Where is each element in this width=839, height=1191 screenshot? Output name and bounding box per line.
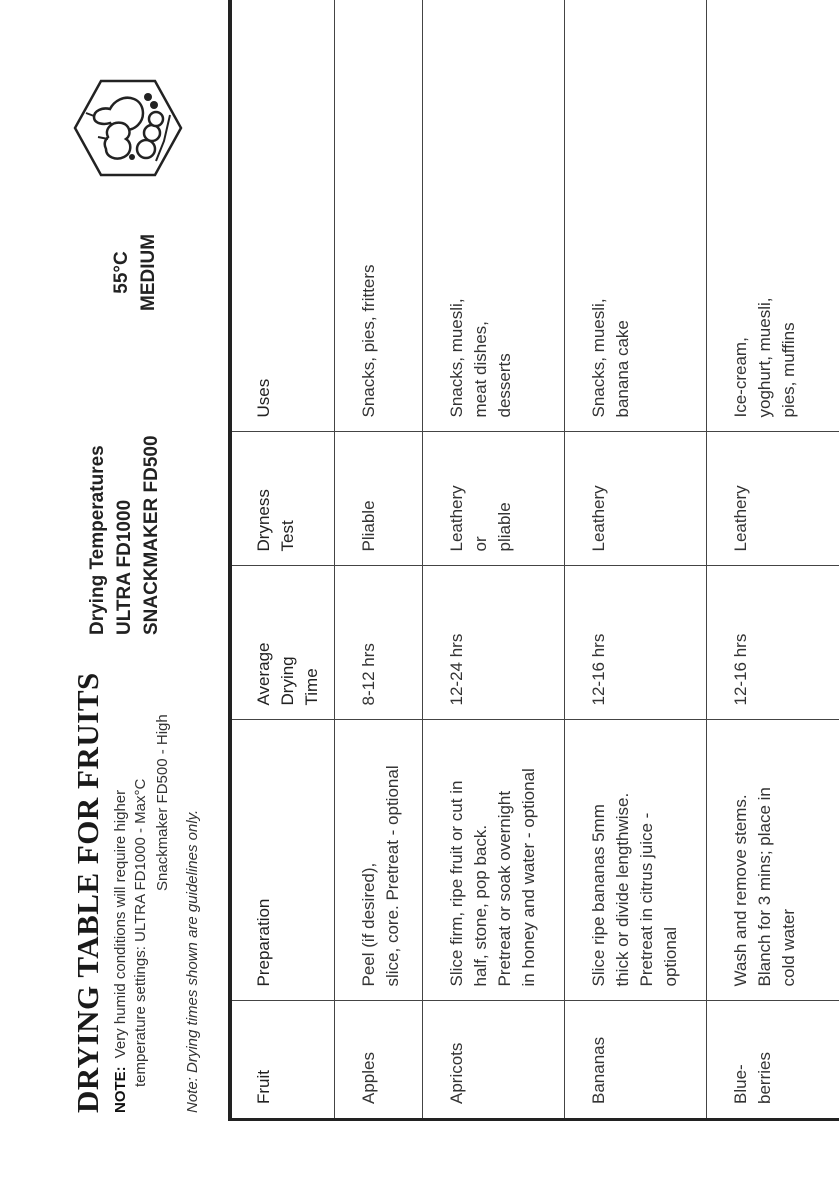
- cell-text: Wash and remove stems.: [731, 794, 750, 987]
- cell-text: Ice-cream,: [731, 337, 750, 418]
- temps-line-3: SNACKMAKER FD500: [141, 435, 162, 635]
- page-title: DRYING TABLE FOR FRUITS: [70, 672, 105, 1113]
- table-row: [565, 0, 707, 1118]
- cell-text: Blue-: [731, 1064, 750, 1104]
- fruit-hexagon-icon: [72, 77, 184, 179]
- preparation-cell: [565, 720, 707, 1001]
- drying-temperatures-heading: [84, 435, 165, 635]
- drying-table: [228, 0, 839, 1121]
- uses-cell: [335, 0, 423, 432]
- guidelines-note: Note: Drying times shown are guidelines only.: [184, 809, 201, 1113]
- header-text: Dryness: [254, 489, 273, 552]
- cell-text: half, stone, pop back.: [471, 824, 490, 987]
- note-line-2: temperature settings: ULTRA FD1000 - Max°C: [132, 778, 149, 1087]
- preparation-cell: [335, 720, 423, 1001]
- cell-text: slice, core. Pretreat - optional: [383, 765, 402, 987]
- cell-text: 12-24 hrs: [447, 633, 466, 706]
- cell-text: Bananas: [589, 1036, 608, 1104]
- cell-text: berries: [755, 1052, 774, 1104]
- dryness-cell: [565, 432, 707, 566]
- header-text: Time: [302, 668, 321, 706]
- note-label: NOTE:: [112, 1066, 129, 1113]
- uses-cell: [565, 0, 707, 432]
- cell-text: cold water: [779, 909, 798, 987]
- cell-text: Slice firm, ripe fruit or cut in: [447, 780, 466, 987]
- time-cell: [707, 566, 839, 720]
- note-line-3: Snackmaker FD500 - High: [154, 714, 171, 891]
- table-row: [707, 0, 839, 1118]
- temp-value-setting: MEDIUM: [138, 233, 159, 311]
- cell-text: yoghurt, muesli,: [755, 297, 774, 418]
- cell-text: meat dishes,: [471, 321, 490, 418]
- temps-line-2: ULTRA FD1000: [114, 499, 135, 635]
- fruit-cell: [335, 1001, 423, 1118]
- cell-text: Pretreat or soak overnight: [495, 790, 514, 987]
- preparation-cell: [423, 720, 565, 1001]
- temperature-values: [108, 234, 162, 311]
- header-text: Test: [278, 520, 297, 552]
- table-header-row: [232, 0, 335, 1118]
- cell-text: Apples: [359, 1052, 378, 1104]
- fruit-cell: [707, 1001, 839, 1118]
- table-row: [335, 0, 423, 1118]
- cell-text: Snacks, pies, fritters: [359, 264, 378, 418]
- header-text: Drying: [278, 656, 297, 706]
- cell-text: Snacks, muesli,: [447, 298, 466, 418]
- cell-text: pliable: [495, 502, 514, 552]
- cell-text: banana cake: [613, 320, 632, 418]
- cell-text: Pliable: [359, 500, 378, 552]
- humidity-note: [110, 790, 132, 1113]
- cell-text: desserts: [495, 353, 514, 418]
- table-row: [423, 0, 565, 1118]
- cell-text: 12-16 hrs: [589, 633, 608, 706]
- column-header-uses: [232, 0, 335, 432]
- cell-text: thick or divide lengthwise.: [613, 792, 632, 987]
- column-header-dryness-test: [232, 432, 335, 566]
- cell-text: pies, muffins: [779, 322, 798, 418]
- column-header-fruit: [232, 1001, 335, 1118]
- fruit-cell: [565, 1001, 707, 1118]
- column-header-preparation: [232, 720, 335, 1001]
- header-text: Uses: [254, 378, 273, 418]
- dryness-cell: [707, 432, 839, 566]
- cell-text: in honey and water - optional: [519, 768, 538, 987]
- time-cell: [423, 566, 565, 720]
- cell-text: 12-16 hrs: [731, 633, 750, 706]
- cell-text: 8-12 hrs: [359, 643, 378, 706]
- dryness-cell: [423, 432, 565, 566]
- temps-line-1: Drying Temperatures: [87, 445, 108, 635]
- cell-text: Apricots: [447, 1042, 466, 1104]
- uses-cell: [423, 0, 565, 432]
- preparation-cell: [707, 720, 839, 1001]
- fruit-table: [232, 0, 839, 1118]
- cell-text: Leathery: [447, 485, 466, 552]
- temp-value-celsius: 55°C: [111, 251, 132, 294]
- cell-text: or: [471, 536, 490, 552]
- header-text: Fruit: [254, 1070, 273, 1104]
- uses-cell: [707, 0, 839, 432]
- column-header-average-drying-time: [232, 566, 335, 720]
- cell-text: Leathery: [731, 485, 750, 552]
- cell-text: Peel (if desired),: [359, 862, 378, 987]
- cell-text: optional: [661, 926, 680, 987]
- time-cell: [565, 566, 707, 720]
- time-cell: [335, 566, 423, 720]
- cell-text: Leathery: [589, 485, 608, 552]
- fruit-cell: [423, 1001, 565, 1118]
- note-line-1: Very humid conditions will require higher: [112, 789, 129, 1059]
- header-text: Preparation: [254, 898, 273, 987]
- cell-text: Slice ripe bananas 5mm: [589, 804, 608, 987]
- header-text: Average: [254, 642, 273, 706]
- cell-text: Blanch for 3 mins; place in: [755, 787, 774, 987]
- cell-text: Pretreat in citrus juice -: [637, 812, 656, 987]
- cell-text: Snacks, muesli,: [589, 298, 608, 418]
- dryness-cell: [335, 432, 423, 566]
